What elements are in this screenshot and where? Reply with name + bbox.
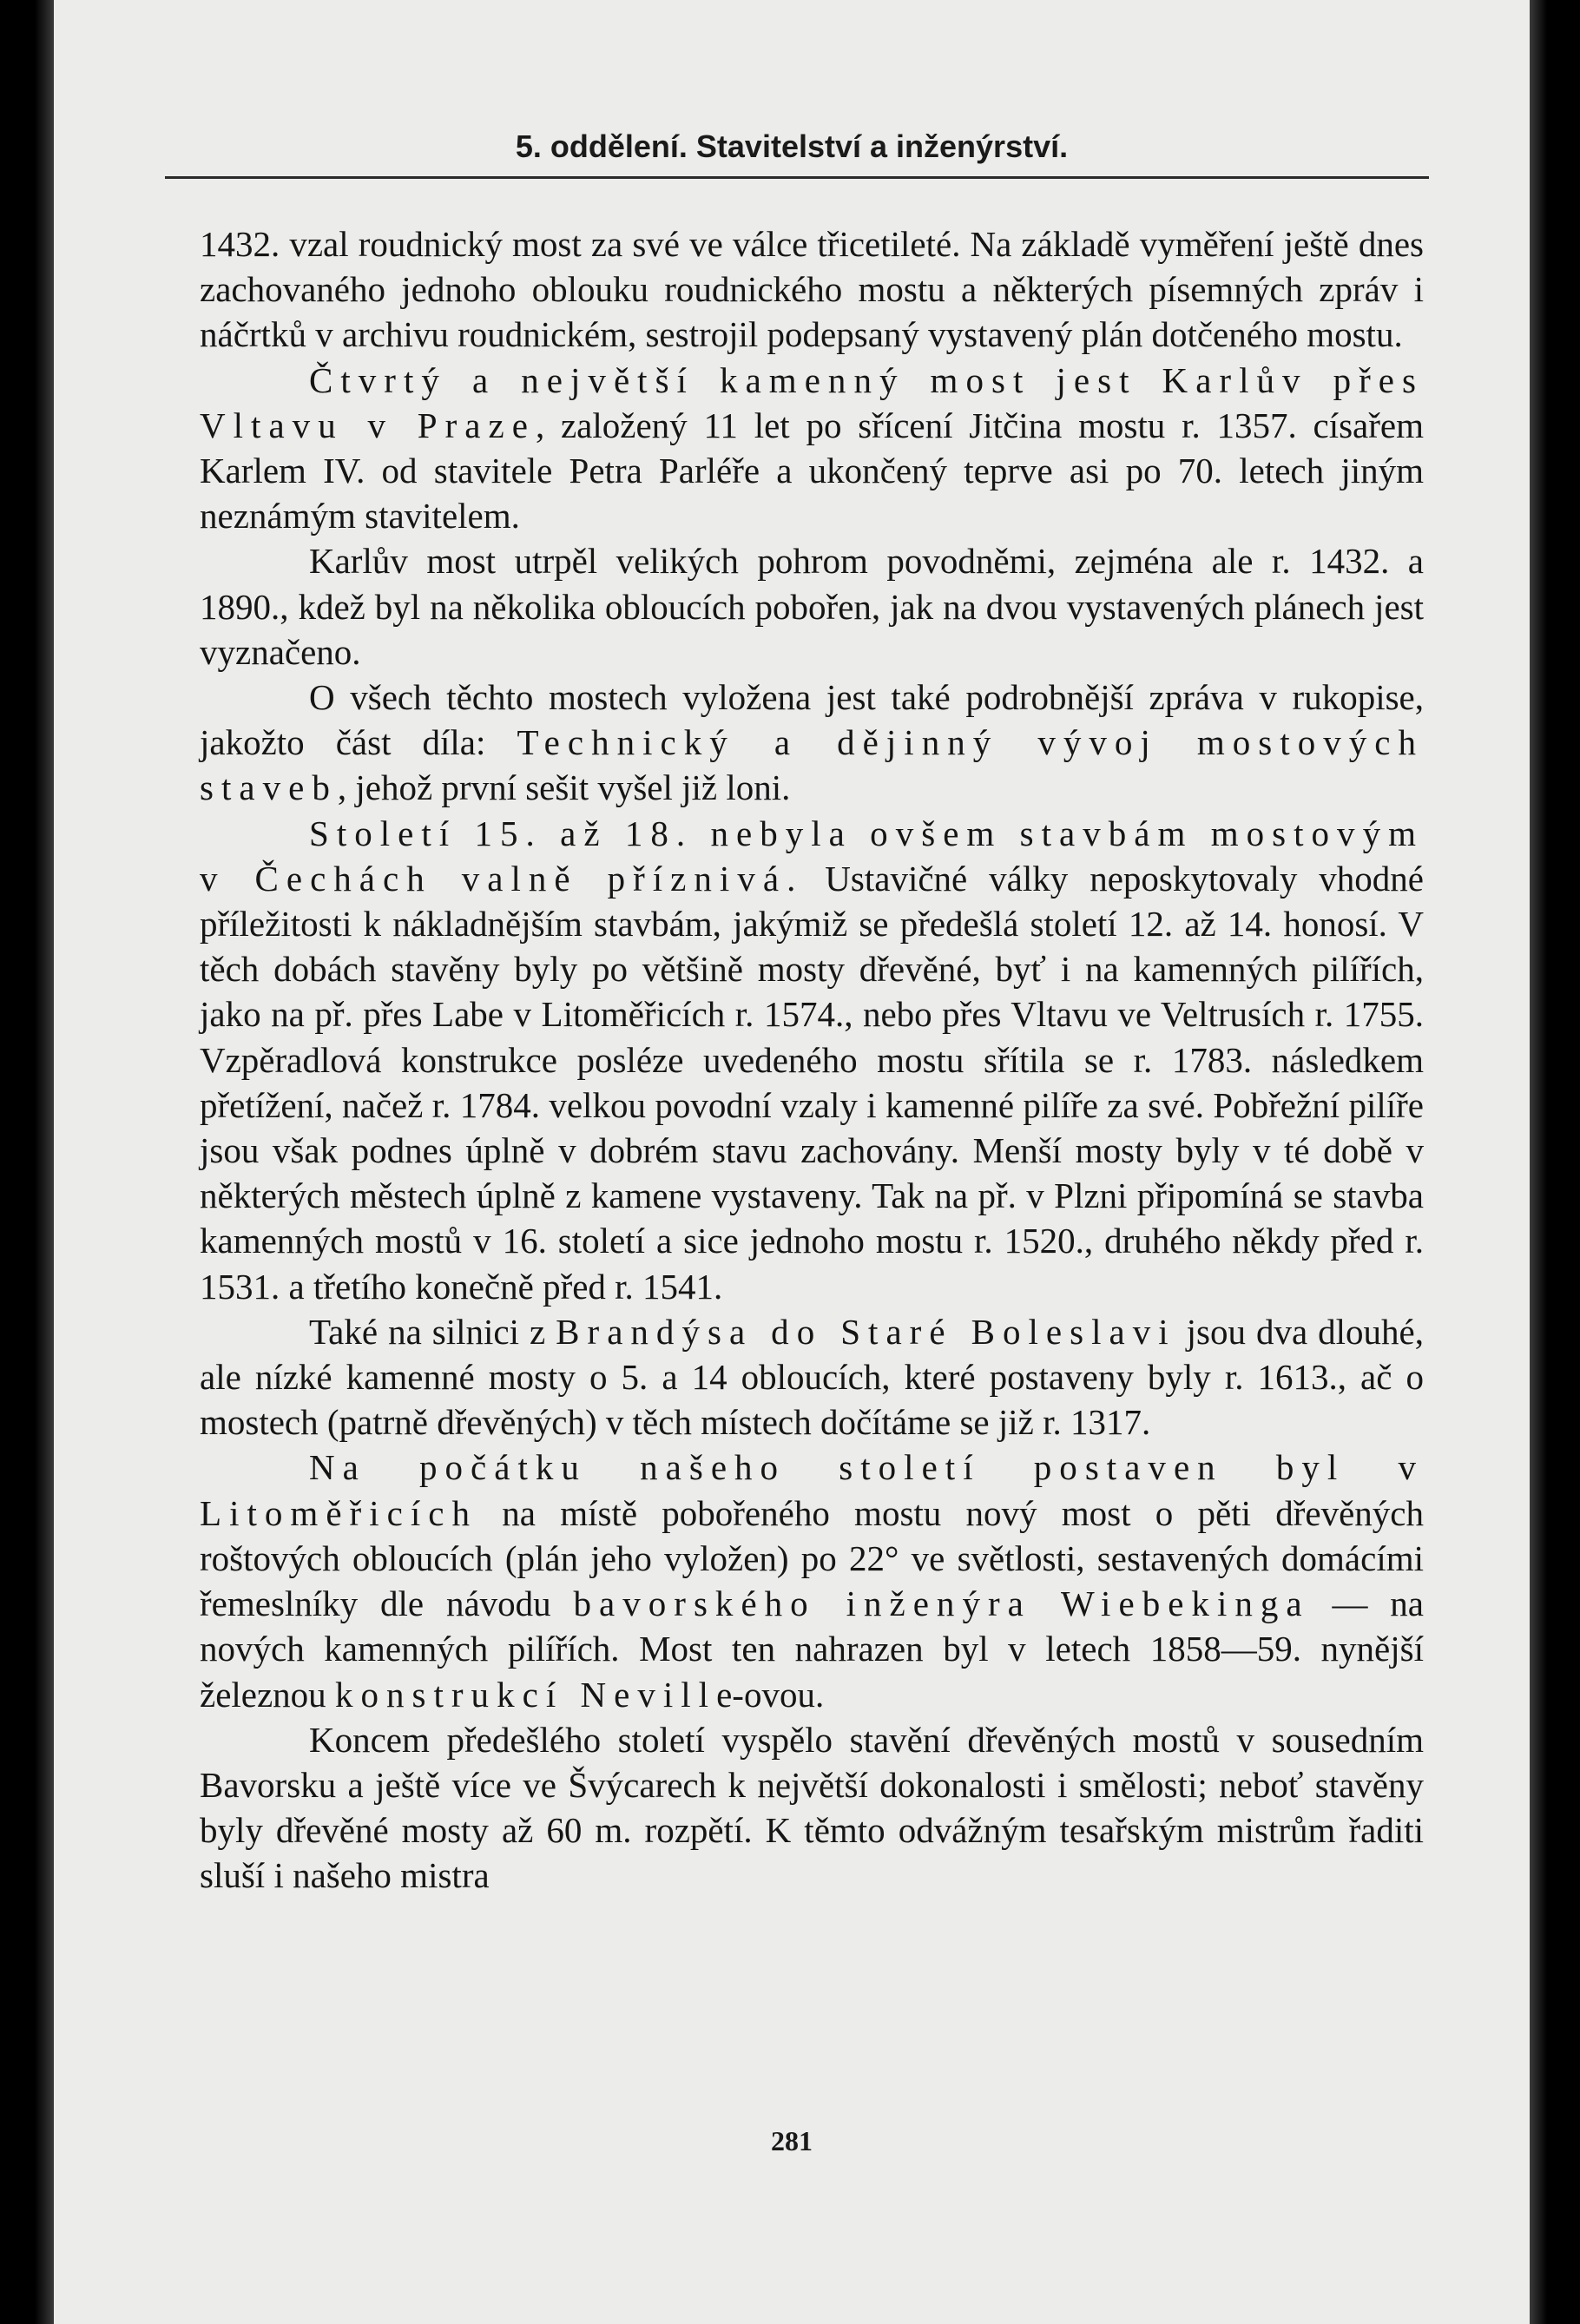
paragraph	[200, 221, 1424, 358]
paragraph-text: — na nových kamenných pilířích. Most ten nahrazen byl v letech 1858—59. nynější železnou	[200, 1583, 1425, 1715]
spaced-emphasis-text: bavorského inženýra Wiebekinga	[573, 1583, 1310, 1624]
paragraph	[200, 358, 1424, 539]
paragraph-text: , založený 11 let po sřícení Jitčina mostu r. 1357. císařem Karlem IV. od stavitele Petra Parléře a ukončený teprve asi po 70. letech jiným neznámým stavitelem.	[200, 405, 1424, 537]
paragraph	[200, 1717, 1424, 1899]
spaced-emphasis-text: Čtvrtý a největší kamenný most jest Karlův přes Vltavu v Praze	[200, 359, 1424, 445]
header-rule	[165, 176, 1429, 179]
body-text	[200, 221, 1424, 1899]
paragraph-text: Koncem předešlého století vyspělo stavění dřevěných mostů v sousedním Bavorsku a ještě více ve Švýcarech k největší dokonalosti i smělosti; neboť stavěny byly dřevěné mosty až 60 m. rozpětí. K těmto odvážným tesařským mistrům řaditi sluší i našeho mistra	[200, 1719, 1424, 1896]
paragraph-text: jsou dva dlouhé, ale nízké kamenné mosty o 5. a 14 obloucích, které postaveny byly r. 1613., ač o mostech (patrně dřevěných) v těch místech dočítáme se již r. 1317.	[200, 1311, 1424, 1443]
paragraph-text: Ustavičné války neposkytovaly vhodné příležitosti k nákladnějším stavbám, jakýmiž se předešlá století 12. až 14. honosí. V těch dobách stavěny byly po většině mosty dřevěné, byť i na kamenných pilířích, jako na př. přes Labe v Litoměřicích r. 1574., nebo přes Vltavu ve Veltrusích r. 1755. Vzpěradlová konstrukce posléze uvedeného mostu sřítila se r. 1783. následkem přetížení, načež r. 1784. velkou povodní vzaly i kamenné pilíře za své. Pobřežní pilíře jsou však podnes úplně v dobrém stavu zachovány. Menší mosty byly v té době v některých městech úplně z kamene vystaveny. Tak na př. v Plzni připomíná se stavba kamenných mostů v 16. století a sice jednoho mostu r. 1520., druhého někdy před r. 1531. a třetího konečně před r. 1541.	[200, 858, 1424, 1307]
scan-right-edge	[1530, 0, 1547, 2324]
paragraph	[200, 538, 1424, 675]
paragraph-text: e-ovou.	[716, 1674, 825, 1715]
paragraph	[200, 675, 1424, 811]
spaced-emphasis-text: Na počátku našeho století postaven byl v Litoměřicích	[200, 1447, 1424, 1533]
running-head: 5. oddělení. Stavitelství a inženýrství.	[515, 128, 1069, 164]
paragraph-text: O všech těchto mostech vyložena jest také podrobnější zpráva v rukopise, jakožto část díla:	[200, 677, 1424, 763]
paragraph-text: Karlův most utrpěl velikých pohrom povodněmi, zejména ale r. 1432. a 1890., kdež byl na několika obloucích pobořen, jak na dvou vystavených plánech jest vyznačeno.	[200, 541, 1424, 672]
scan-left-edge	[35, 0, 54, 2324]
paragraph-text: Také na silnici z	[309, 1311, 556, 1352]
book-page	[54, 0, 1530, 2324]
paragraph	[200, 811, 1424, 1309]
spaced-emphasis-text: konstrukcí Nevill	[334, 1674, 717, 1715]
spaced-emphasis-text: Technický a dějinný vývoj mostových staveb	[200, 722, 1424, 808]
paragraph-text: , jehož první sešit vyšel již loni.	[337, 767, 791, 808]
paragraph	[200, 1445, 1424, 1716]
spaced-emphasis-text: Století 15. až 18. nebyla ovšem stavbám mostovým v Čechách valně příznivá.	[200, 813, 1424, 899]
spaced-emphasis-text: Brandýsa do Staré Boleslavi	[556, 1311, 1176, 1352]
paragraph-text: na místě pobořeného mostu nový most o pěti dřevěných roštových obloucích (plán jeho vyložen) po 22° ve světlosti, sestavených domácími řemeslníky dle návodu	[200, 1492, 1424, 1624]
page-number: 281	[771, 2125, 813, 2156]
paragraph	[200, 1309, 1424, 1445]
paragraph-text: 1432. vzal roudnický most za své ve válce třicetileté. Na základě vyměření ještě dnes zachovaného jednoho oblouku roudnického mostu a některých písemných zpráv i náčrtků v archivu roudnickém, sestrojil podepsaný vystavený plán dotčeného mostu.	[200, 224, 1424, 355]
